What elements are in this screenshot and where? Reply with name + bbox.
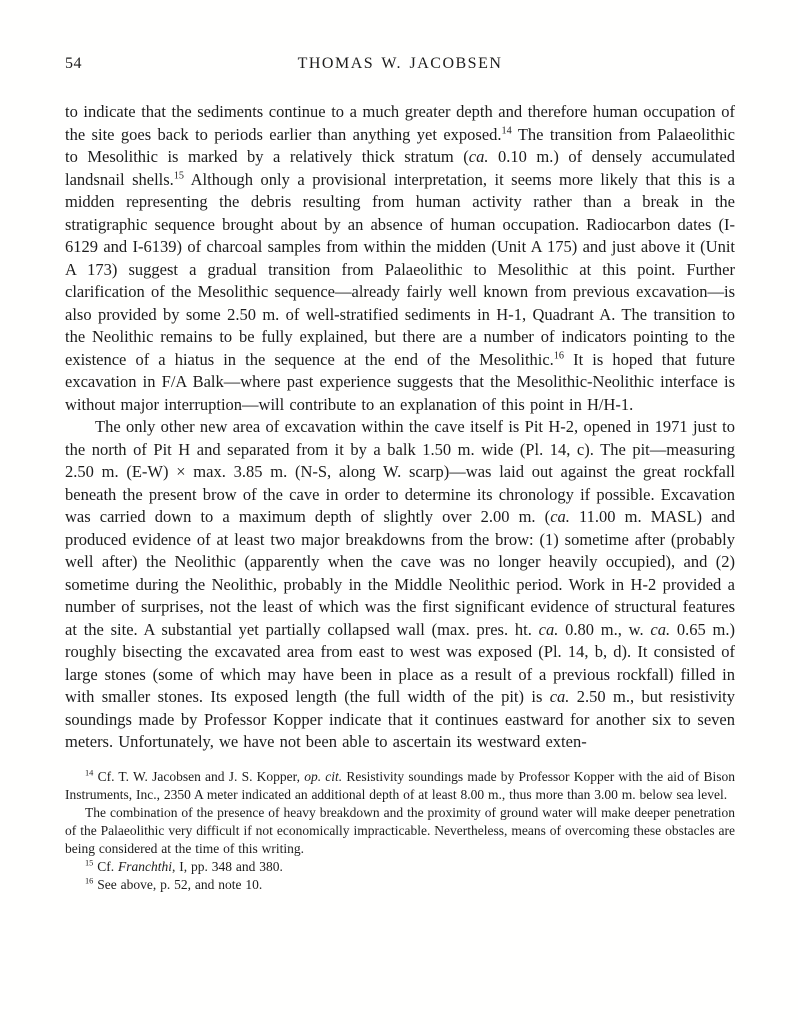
text-run: 0.10 m.) of densely accumulated landsnail shells. [65,147,735,189]
text-run: See above, p. 52, and note 10. [93,876,263,892]
paragraph [65,768,735,804]
text-run: Although only a provisional interpretation, it seems more likely that this is a midden representing the debris resulting from human activity rather than a break in the stratigraphic sequence brought about by an absence of human occupation. Radiocarbon dates (I-6129 and I-6139) of charcoal samples from within the midden (Unit A 175) and just above it (Unit A 173) suggest a gradual transition from Palaeolithic to Mesolithic at this point. Further clarification of the Mesolithic sequence—already fairly well known from previous excavation—is also provided by some 2.50 m. of well-stratified sediments in H-1, Quadrant A. The transition to the Neolithic remains to be fully explained, but there are a number of indicators pointing to the existence of a hiatus in the sequence at the end of the Mesolithic. [65,169,736,369]
text-run: 11.00 m. MASL) and produced evidence of at least two major breakdowns from the brow: (1) sometime after (probably well after) the Neolithic (apparently when the cave was no longer heavily occupied), and (2) sometime during the Neolithic, probably in the Middle Neolithic period. Work in H-2 provided a number of surprises, not the least of which was the first significant evidence of structural features at the site. A substantial yet partially collapsed wall (max. pres. ht. [65,507,735,639]
text-run: Cf. [93,858,118,874]
page-number: 54 [65,55,82,72]
text-run: Resistivity soundings made by Professor Kopper with the aid of Bison Instruments, Inc., 2350 A meter indicated an additional depth of at least 8.00 m., thus more than 3.00 m. below sea level. [65,768,735,802]
text-run: 0.80 m., w. [558,619,651,639]
running-title: THOMAS W. JACOBSEN [297,55,503,72]
footnote-reference: 15 [85,858,94,867]
paragraph [65,804,735,858]
footnote-reference: 14 [85,768,94,777]
text-run: The combination of the presence of heavy breakdown and the proximity of ground water will make deeper penetration of the Palaeolithic very difficult if not economically impracticable. Nevertheless, means of overcoming these obstacles are being considered at the time of this writing. [65,804,735,856]
italic-text: ca. [650,619,671,639]
italic-text: op. cit. [304,768,343,784]
italic-text: ca. [468,147,489,166]
footnote-reference: 14 [501,125,512,136]
text-run: Cf. T. W. Jacobsen and J. S. Kopper, [93,768,305,784]
paragraph [65,858,735,876]
paragraph [65,876,735,894]
text-run: 0.65 m.) roughly bisecting the excavated area from east to west was exposed (Pl. 14, b, d). It consisted of large stones (some of which may have been in place as a result of a previous rockfall) filled in with smaller stones. Its exposed length (the full width of the pit) is [65,619,735,706]
paragraph [65,416,735,754]
italic-text: ca. [538,619,559,639]
paragraph [65,101,735,416]
running-head [65,55,735,73]
italic-text: ca. [549,687,570,706]
text-run: to indicate that the sediments continue to a much greater depth and therefore human occupation of the site goes back to periods earlier than anything yet exposed. [65,102,735,144]
text-run: The transition from Palaeolithic to Mesolithic is marked by a relatively thick stratum ( [65,124,736,166]
italic-text: ca. [550,507,570,526]
body-text [65,101,735,754]
footnote-reference: 15 [173,170,185,181]
text-run: , I, pp. 348 and 380. [171,858,283,874]
text-run: It is hoped that future excavation in F/A Balk—where past experience suggests that the Mesolithic-Neolithic interface is without major interruption—will contribute to an explanation of this point in H/H-1. [65,349,735,414]
footnote-reference: 16 [85,876,94,885]
footnote-reference: 16 [553,350,565,361]
italic-text: Franchthi [117,858,172,874]
text-run: 2.50 m., but resistivity soundings made by Professor Kopper indicate that it continues eastward for another six to seven meters. Unfortunately, we have not been able to ascertain its westward exten- [65,687,735,751]
footnotes [65,768,735,894]
text-run: The only other new area of excavation within the cave itself is Pit H-2, opened in 1971 just to the north of Pit H and separated from it by a balk 1.50 m. wide (Pl. 14, c). The pit—measuring 2.50 m. (E-W) × max. 3.85 m. (N-S, along W. scarp)—was laid out against the great rockfall beneath the present brow of the cave in order to determine its chronology if possible. Excavation was carried down to a maximum depth of slightly over 2.00 m. ( [65,417,735,526]
